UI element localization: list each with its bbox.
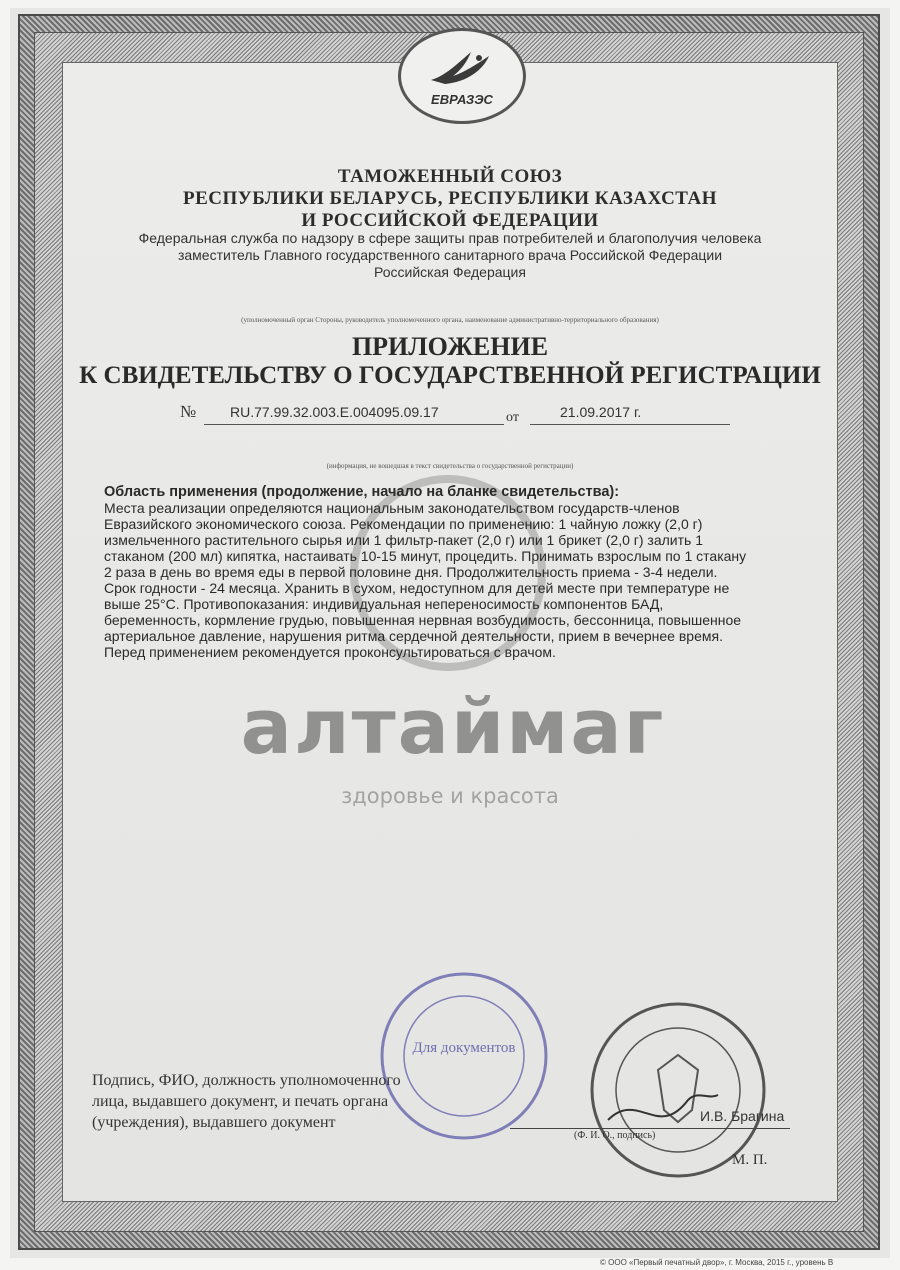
signature-label-line: Подпись, ФИО, должность уполномоченного (92, 1072, 401, 1089)
registration-caption: (информация, не вошедшая в текст свидетельства о государственной регистрации) (326, 462, 574, 470)
seal-place-label: М. П. (732, 1152, 768, 1168)
registration-date: 21.09.2017 г. (560, 404, 642, 420)
from-label: от (506, 410, 519, 425)
authority-line-1: Федеральная служба по надзору в сфере защиты прав потребителей и благополучия человека (138, 230, 762, 246)
evrazes-logo (398, 28, 526, 124)
header-line-3: И РОССИЙСКОЙ ФЕДЕРАЦИИ (301, 210, 599, 231)
signer-name: И.В. Брагина (700, 1108, 785, 1124)
document-title: ПРИЛОЖЕНИЕ (351, 332, 549, 361)
bird-emblem-icon (427, 46, 497, 90)
signature-underline (510, 1128, 790, 1129)
body-line: беременность, кормление грудью, повышенная нервная возбудимость, бессонница, повышенное (104, 612, 742, 628)
date-underline (530, 424, 730, 425)
stamp-text: Для документов (412, 1040, 516, 1056)
printer-footer: © ООО «Первый печатный двор», г. Москва, 2015 г., уровень В (600, 1258, 834, 1267)
authority-caption: (уполномоченный орган Стороны, руководитель уполномоченного органа, наименование административно-территориального образования) (241, 316, 659, 324)
signature-label (92, 1070, 512, 1133)
body-line: Места реализации определяются национальным законодательством государств-членов (104, 500, 680, 516)
header-line-1: ТАМОЖЕННЫЙ СОЮЗ (337, 166, 563, 187)
header-line-2: РЕСПУБЛИКИ БЕЛАРУСЬ, РЕСПУБЛИКИ КАЗАХСТАН (182, 188, 718, 209)
registration-row (180, 402, 740, 428)
body-line: стаканом (200 мл) кипятка, настаивать 10-15 минут, процедить. Принимать взрослым по 1 стакану (104, 548, 747, 564)
signature-label-line: лица, выдавшего документ, и печать органа (92, 1093, 389, 1110)
number-sign: № (180, 402, 197, 421)
body-line: выше 25°С. Противопоказания: индивидуальная непереносимость компонентов БАД, (104, 596, 664, 612)
brand-watermark: алтаймаг (240, 682, 666, 771)
registration-number: RU.77.99.32.003.E.004095.09.17 (230, 404, 439, 420)
logo-text: ЕВРАЗЭС (431, 91, 493, 107)
fio-caption: (Ф. И. О., подпись) (574, 1130, 656, 1141)
number-underline (204, 424, 504, 425)
authority-line-3: Российская Федерация (374, 264, 526, 280)
document-subtitle: К СВИДЕТЕЛЬСТВУ О ГОСУДАРСТВЕННОЙ РЕГИСТРАЦИИ (79, 362, 821, 389)
body-line: измельченного растительного сырья или 1 фильтр-пакет (2,0 г) или 1 брикет (2,0 г) залить 1 (104, 532, 704, 548)
body-line: Перед применением рекомендуется проконсультироваться с врачом. (104, 644, 556, 660)
brand-tagline-watermark: здоровье и красота (341, 784, 559, 808)
application-scope-text (104, 484, 794, 660)
body-line: Срок годности - 24 месяца. Хранить в сухом, недоступном для детей месте при температуре не (104, 580, 730, 596)
scope-heading: Область применения (продолжение, начало на бланке свидетельства): (104, 484, 620, 500)
body-line: 2 раза в день во время еды в первой половине дня. Продолжительность приема - 3-4 недели. (104, 564, 718, 580)
body-line: Евразийского экономического союза. Рекомендации по применению: 1 чайную ложку (2,0 г) (104, 516, 703, 532)
signature-label-line: (учреждения), выдавшего документ (92, 1114, 336, 1131)
body-line: артериальное давление, нарушения ритма сердечной деятельности, прием в вечернее время. (104, 628, 723, 644)
authority-line-2: заместитель Главного государственного санитарного врача Российской Федерации (177, 247, 723, 263)
